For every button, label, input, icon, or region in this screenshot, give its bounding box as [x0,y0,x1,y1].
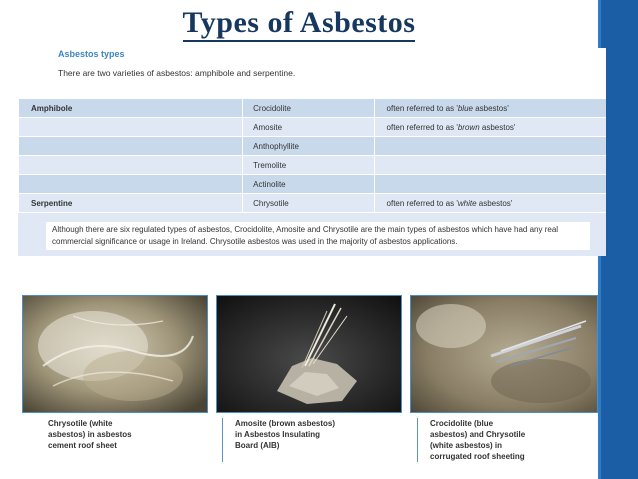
table-cell-note [374,99,606,118]
caption-line: (white asbestos) in [430,441,503,450]
chrysotile-sample-photo [22,295,208,413]
table-cell-group [19,156,243,175]
note-text-before: often referred to as ' [386,103,458,113]
caption-line: Chrysotile (white [48,419,113,428]
table-cell-type: Crocidolite [243,99,374,118]
crocidolite-caption [430,418,590,462]
amosite-sample-image [217,296,401,412]
caption-line: in Asbestos Insulating [235,430,321,439]
scan-note: Although there are six regulated types of asbestos, Crocidolite, Amosite and Chrysotile are the main types of asbestos which have had any real commercial significance or usage in Ireland. Chrysotile asbestos was used in the majority of asbestos applications. [46,222,590,250]
table-cell-note [374,194,606,213]
table-cell-type: Amosite [243,118,374,137]
table-cell-group: Serpentine [19,194,243,213]
caption-line: asbestos) in asbestos [48,430,132,439]
caption-line: Crocidolite (blue [430,419,494,428]
note-text-after: asbestos' [479,122,516,132]
slide-title [0,6,598,40]
caption-line: Amosite (brown asbestos) [235,419,336,428]
caption-line: cement roof sheet [48,441,117,450]
note-text-emphasis: brown [457,122,480,132]
note-text-after: asbestos' [472,103,509,113]
table-cell-group: Amphibole [19,99,243,118]
table-row [19,156,607,175]
table-cell-type: Anthophyllite [243,137,374,156]
table-cell-group [19,175,243,194]
slide-title-text: Types of Asbestos [183,6,416,42]
note-text-before: often referred to as ' [386,122,458,132]
table-cell-type: Actinolite [243,175,374,194]
caption-line: corrugated roof sheeting [430,452,525,461]
table-cell-note [374,175,606,194]
table-row [19,175,607,194]
note-text-after: asbestos' [476,198,513,208]
asbestos-types-table-body [19,99,607,213]
note-text-before: often referred to as ' [386,198,458,208]
scan-intro: There are two varieties of asbestos: amphibole and serpentine. [58,68,296,78]
table-cell-type: Chrysotile [243,194,374,213]
table-cell-note [374,137,606,156]
chrysotile-caption [48,418,198,451]
chrysotile-sample-image [23,296,207,412]
caption-divider [222,418,223,462]
note-text-emphasis: white [457,198,477,208]
table-row [19,194,607,213]
table-cell-type: Tremolite [243,156,374,175]
scan-heading: Asbestos types [58,49,125,59]
table-row [19,99,607,118]
table-row [19,118,607,137]
asbestos-types-table [18,98,606,212]
amosite-caption [235,418,395,451]
amosite-sample-photo [216,295,402,413]
table-row [19,137,607,156]
caption-line: Board (AIB) [235,441,280,450]
table-cell-group [19,118,243,137]
caption-divider [417,418,418,462]
crocidolite-sample-image [411,296,597,412]
note-text-emphasis: blue [457,103,473,113]
asbestos-types-scan [18,48,606,256]
table-cell-group [19,137,243,156]
crocidolite-sample-photo [410,295,598,413]
scan-note-band [18,213,606,256]
table-cell-note [374,156,606,175]
caption-line: asbestos) and Chrysotile [430,430,526,439]
table-cell-note [374,118,606,137]
